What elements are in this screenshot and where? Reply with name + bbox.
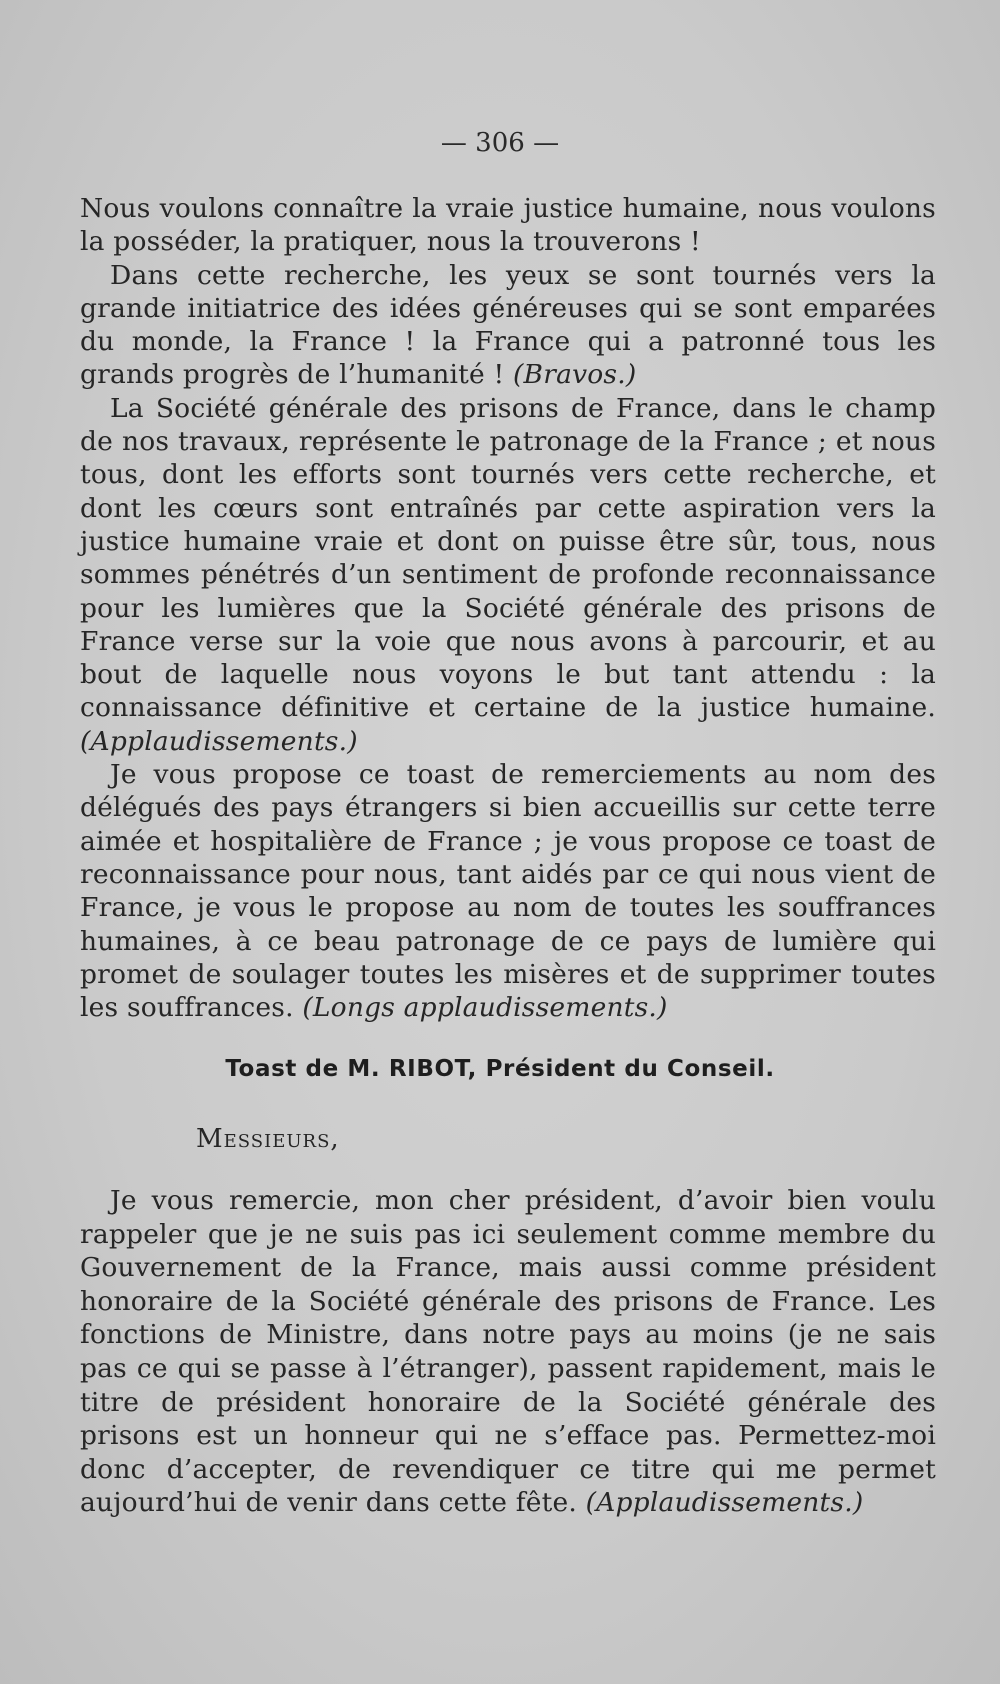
- ribot-paragraph-1-aside: (Applaudissements.): [585, 1487, 864, 1519]
- ribot-paragraph-1-text: Je vous remercie, mon cher président, d’avoir bien voulu rappeler que je ne suis pas ici seulement comme membre du Gouvernement de la France, mais aussi comme président honoraire de la Société générale des prisons de France. Les fonctions de Ministre, dans notre pays au moins (je ne sais pas ce qui se passe à l’étranger), passent rapidement, mais le titre de président honoraire de la Société générale des prisons est un honneur qui ne s’efface pas. Permettez-moi donc d’accepter, de revendiquer ce titre qui me permet aujourd’hui de venir dans cette fête.: [80, 1185, 936, 1519]
- paragraph-1-text: Nous voulons connaître la vraie justice humaine, nous voulons la posséder, la pratiquer, nous la trouverons !: [80, 193, 936, 258]
- paragraph-2-aside: (Bravos.): [513, 359, 637, 391]
- paragraph-2-text: Dans cette recherche, les yeux se sont tournés vers la grande initiatrice des idées généreuses qui se sont emparées du monde, la France ! la France qui a patronné tous les grands progrès de l’humanité !: [80, 259, 936, 391]
- section-title: Toast de M. RIBOT, Président du Conseil.: [225, 1056, 775, 1082]
- paragraph-4: [80, 758, 936, 1024]
- speech-text-block: [80, 192, 936, 1024]
- paragraph-1: [80, 192, 936, 259]
- paragraph-4-text: Je vous propose ce toast de remerciements au nom des délégués des pays étrangers si bien accueillis sur cette terre aimée et hospitalière de France ; je vous propose ce toast de reconnaissance pour nous, tant aidés par ce qui nous vient de France, je vous le propose au nom de toutes les souffrances humaines, à ce beau patronage de ce pays de lumière qui promet de soulager toutes les misères et de supprimer toutes les souffrances.: [80, 759, 936, 1024]
- ribot-speech-block: [80, 1184, 936, 1520]
- page-number: — 306 —: [440, 128, 560, 158]
- paragraph-3: [80, 392, 936, 758]
- paragraph-3-aside: (Applaudissements.): [80, 725, 358, 757]
- paragraph-2: [80, 259, 936, 392]
- salutation: Messieurs,: [196, 1124, 340, 1154]
- ribot-paragraph-1: [80, 1184, 936, 1520]
- paragraph-3-text: La Société générale des prisons de France, dans le champ de nos travaux, représente le patronage de la France ; et nous tous, dont les efforts sont tournés vers cette recherche, et dont les cœurs sont entraînés par cette aspiration vers la justice humaine vraie et dont on puisse être sûr, tous, nous sommes pénétrés d’un sentiment de profonde reconnaissance pour les lumières que la Société générale des prisons de France verse sur la voie que nous avons à parcourir, et au bout de laquelle nous voyons le but tant attendu : la connaissance définitive et certaine de la justice humaine.: [80, 392, 936, 724]
- paragraph-4-aside: (Longs applaudissements.): [302, 992, 668, 1024]
